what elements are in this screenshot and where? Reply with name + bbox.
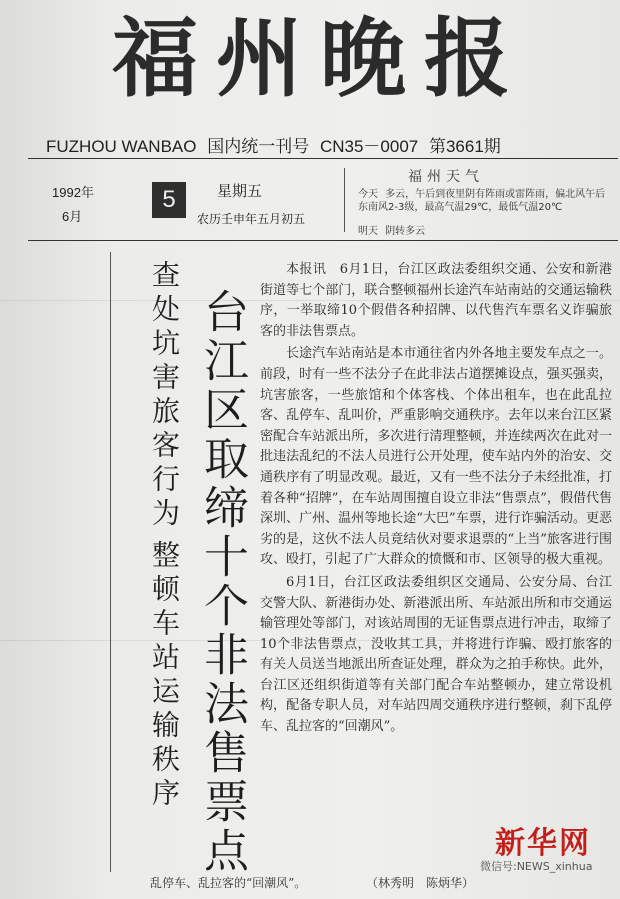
weather-today-text: 多云，午后到夜里阴有阵雨或雷阵雨，偏北风午后东南风2-3级，最高气温29℃，最低气温20℃ xyxy=(358,189,606,213)
top-rule xyxy=(28,158,618,159)
weather-title: 福州天气 xyxy=(408,169,484,185)
weather-tomorrow-label: 明天 xyxy=(358,226,378,237)
weather-tomorrow xyxy=(358,222,425,237)
weather-block xyxy=(358,166,613,237)
article-frame-line xyxy=(110,252,111,872)
article-subhead-2: 整顿车站运输秩序 xyxy=(148,540,181,812)
masthead-info xyxy=(46,132,507,157)
date-weather-box xyxy=(28,160,618,238)
weather-today xyxy=(358,188,613,214)
article-byline: （林秀明 陈炳华） xyxy=(366,876,475,890)
article-subhead-1: 查处坑害旅客行为 xyxy=(148,260,181,532)
date-block xyxy=(42,170,342,230)
date-day: 5 xyxy=(152,182,186,218)
watermark: 微信号:NEWS_xinhua xyxy=(480,860,593,873)
article-paragraph: 长途汽车站南站是本市通往省内外各地主要发车点之一。前段，时有一些不法分子在此非法占道摆摊设点，强买强卖，坑害旅客，一些旅馆和个体客栈、个体出租车，也在此乱拉客、乱停车、乱叫价，严重影响交通秩序。去年以来台江区紧密配合车站派出所，多次进行清理整顿，并连续两次在此对一批违法乱纪的不法人员进行公开处理，使车站内外的治安、交通秩序有了明显改观。最近，又有一些不法分子未经批准，打着各种“招牌”，在车站周围擅自设立非法“售票点”，假借代售深圳、广州、温州等地长途“大巴”车票，进行诈骗活动。更恶劣的是，这伙不法人员竟结伙对要求退票的“上当”旅客进行围攻、殴打，引起了广大群众的愤慨和市、区领导的极大重视。 xyxy=(260,346,612,568)
article-paragraph: 6月1日，台江区政法委组织区交通局、公安分局、台江交警大队、新港街办处、新港派出所、车站派出所和市交通运输管理处等部门，对该站周围的无证售票点进行冲击，取缔了10个非法售票点，没收其工具，并将进行诈骗、殴打旅客的有关人员送当地派出所查证处理，群众为之拍手称快。此外，台江区还组织街道等有关部门配合车站整顿办，建立常设机构，配备专职人员，对车站四周交通秩序进行整顿，刹下乱停车、乱拉客的“回潮风”。 xyxy=(260,574,612,735)
masthead-title: 福州晚报 xyxy=(112,8,528,109)
article-body xyxy=(260,260,612,738)
divider xyxy=(344,168,345,232)
masthead-issue: 第3661期 xyxy=(428,137,501,156)
weather-tomorrow-text: 阴转多云 xyxy=(385,226,426,237)
masthead-cn-code: CN35－0007 xyxy=(319,137,419,156)
article xyxy=(112,248,617,899)
xinhua-logo: 新华网 xyxy=(495,826,591,861)
date-month: 6月 xyxy=(62,209,83,224)
date-weekday: 星期五 xyxy=(217,183,263,200)
bottom-rule xyxy=(28,240,618,241)
masthead-registration: 国内统一刊号 xyxy=(207,137,310,156)
date-lunar: 农历壬申年五月初五 xyxy=(197,212,306,226)
article-headline: 台江区取缔十个非法售票点 xyxy=(196,288,249,876)
article-paragraph: 本报讯 6月1日，台江区政法委组织交通、公安和新港街道等七个部门，联合整顿福州长途汽车站南站的交通运输秩序，一举取缔10个假借各种招牌、以代售汽车票名义诈骗旅客的非法售票点。 xyxy=(260,262,612,339)
article-continuation: 乱停车、乱拉客的“回潮风”。 xyxy=(150,876,307,890)
masthead-pinyin: FUZHOU WANBAO xyxy=(46,137,197,156)
date-year: 1992年 xyxy=(52,185,94,200)
weather-today-label: 今天 xyxy=(358,189,378,200)
